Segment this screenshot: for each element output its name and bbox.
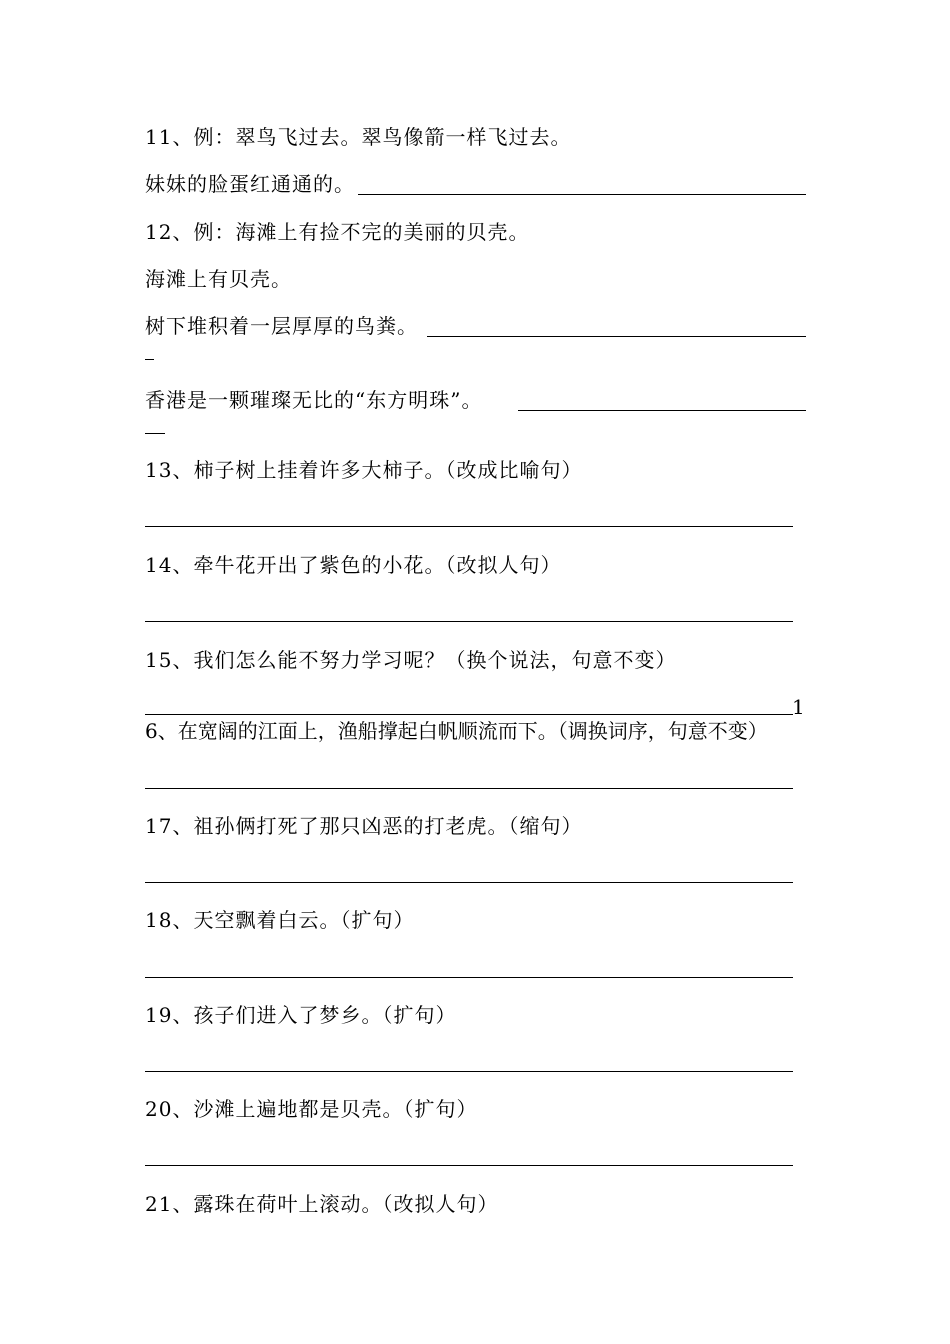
q17-prompt: 17、祖孙俩打死了那只凶恶的打老虎。（缩句） — [145, 814, 583, 838]
q16-number-prefix: 1 — [792, 695, 805, 719]
q17-answer-line[interactable] — [145, 862, 793, 883]
q18-prompt: 18、天空飘着白云。（扩句） — [145, 908, 415, 932]
q21-prompt: 21、露珠在荷叶上滚动。（改拟人句） — [145, 1192, 499, 1216]
q11-task: 妹妹的脸蛋红通通的。 — [145, 172, 355, 196]
q19-answer-line[interactable] — [145, 1051, 793, 1072]
q11-answer-line[interactable] — [358, 172, 806, 195]
q12-task1: 树下堆积着一层厚厚的鸟粪。 — [145, 314, 418, 338]
q15-prompt: 15、我们怎么能不努力学习呢？（换个说法，句意不变） — [145, 648, 677, 672]
q14-prompt: 14、牵牛花开出了紫色的小花。（改拟人句） — [145, 553, 562, 577]
q12-task2-answer-line-continuation — [145, 423, 165, 434]
q16-answer-line[interactable] — [145, 768, 793, 789]
q18-answer-line[interactable] — [145, 957, 793, 978]
q12-task1-answer-line-continuation — [145, 349, 154, 360]
q15-answer-line[interactable] — [145, 694, 793, 715]
q20-answer-line[interactable] — [145, 1145, 793, 1166]
q13-prompt: 13、柿子树上挂着许多大柿子。（改成比喻句） — [145, 458, 583, 482]
q12-task2: 香港是一颗璀璨无比的“东方明珠”。 — [145, 388, 483, 412]
q13-answer-line[interactable] — [145, 506, 793, 527]
q12-task2-answer-line[interactable] — [518, 388, 806, 411]
q11-example: 11、例：翠鸟飞过去。翠鸟像箭一样飞过去。 — [145, 125, 572, 149]
q12-example: 12、例：海滩上有捡不完的美丽的贝壳。 — [145, 220, 530, 244]
q20-prompt: 20、沙滩上遍地都是贝壳。（扩句） — [145, 1097, 478, 1121]
q12-task1-answer-line[interactable] — [427, 314, 806, 337]
q19-prompt: 19、孩子们进入了梦乡。（扩句） — [145, 1003, 457, 1027]
q12-example-short: 海滩上有贝壳。 — [145, 267, 292, 291]
q16-prompt: 6、在宽阔的江面上，渔船撑起白帆顺流而下。（调换词序，句意不变） — [145, 719, 768, 743]
q14-answer-line[interactable] — [145, 601, 793, 622]
